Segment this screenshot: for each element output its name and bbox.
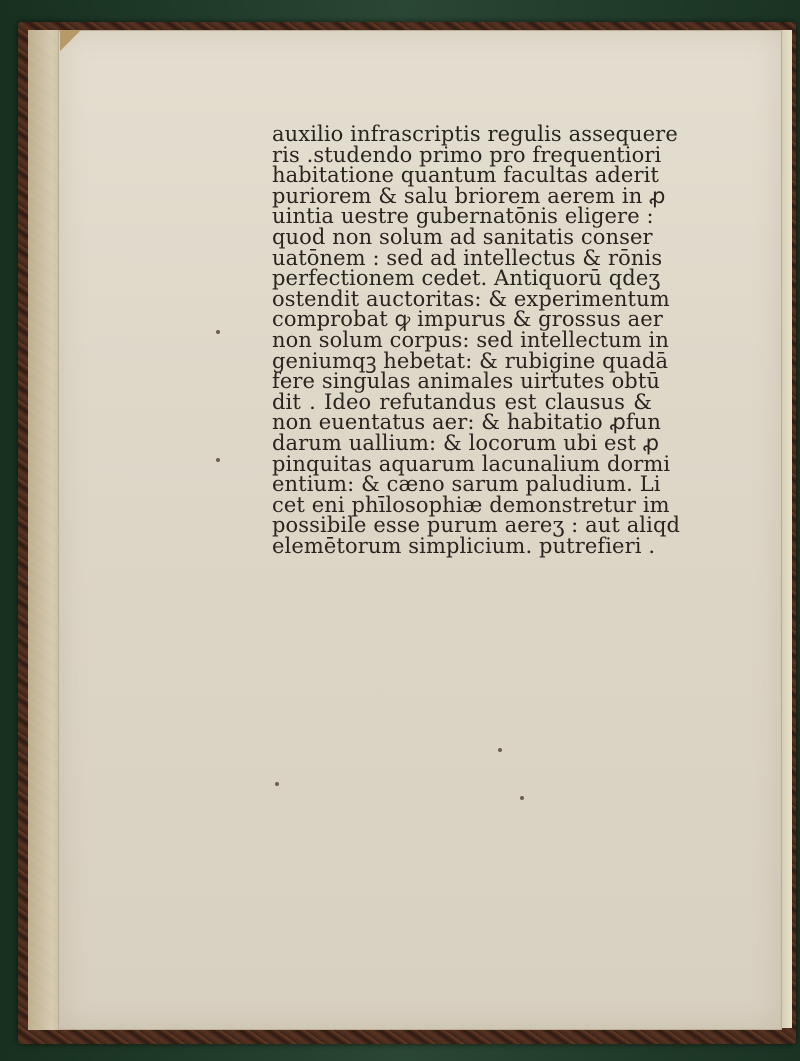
text-line: comprobat ꝙ impurus & grossus aer [272,307,663,332]
text-line: dit . Ideo refutandus est clausus & [272,389,652,414]
text-line: ostendit auctoritas: & experimentum [272,286,670,311]
text-line: entium: & cæno sarum paludium. Li [272,472,661,497]
ink-speck [520,796,524,800]
page-corner [60,30,86,56]
ink-speck [216,458,220,462]
text-line: elemētorum simplicium. putrefieri . [272,533,656,558]
text-line: habitatione quantum facultas aderit [272,163,659,188]
text-line: auxilio infrascriptis regulis assequere [272,122,678,146]
text-line: puriorem & salu briorem aerem in ꝓ [272,183,666,208]
text-line: non euentatus aer: & habitatio ꝓfun [272,410,661,435]
text-line: perfectionem cedet. Antiquorū qdeʒ [272,266,661,291]
ink-speck [275,782,279,786]
ink-speck [498,748,502,752]
ink-speck [216,330,220,334]
text-line: fere singulas animales uirtutes obtū [272,369,661,394]
text-line: uintia uestre gubernatōnis eligere : [272,204,654,229]
text-line: uatōnem : sed ad intellectus & rōnis [272,245,663,270]
text-line: possibile esse purum aereʒ : aut aliqd [272,513,681,538]
text-line: ris .studendo primo pro frequentiori [272,142,662,167]
text-line: quod non solum ad sanitatis conser [272,224,653,249]
text-line: geniumqꝫ hebetat: & rubigine quadā [272,348,669,373]
text-line: darum uallium: & locorum ubi est ꝓ [272,430,660,455]
text-line: pinquitas aquarum lacunalium dormi [272,451,671,476]
text-line: cet eni phīlosophiæ demonstretur im [272,492,670,517]
text-block [272,122,681,558]
text-line: non solum corpus: sed intellectum in [272,327,670,352]
